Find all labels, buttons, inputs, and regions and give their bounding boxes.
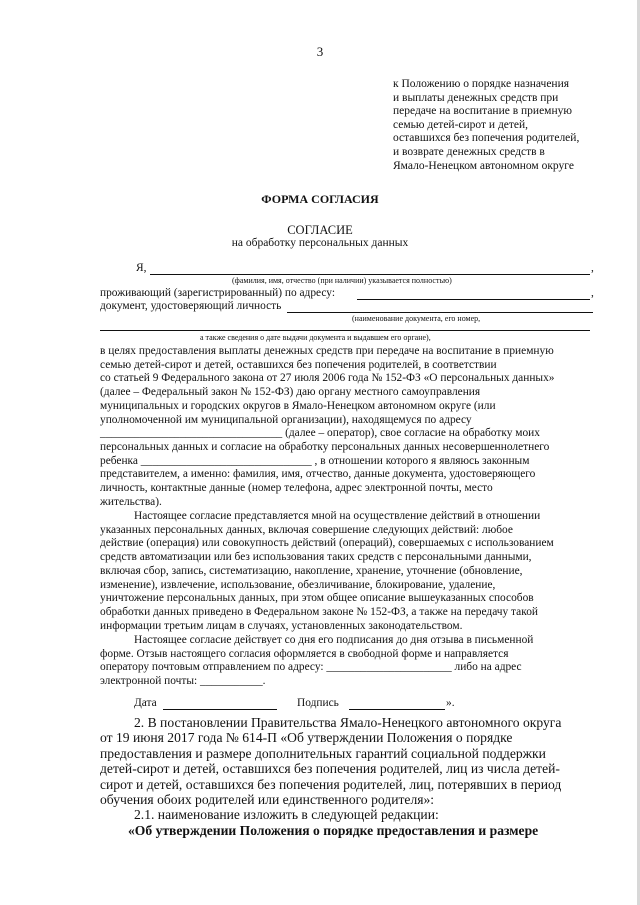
document-field[interactable]	[287, 312, 593, 313]
text-line: оператору почтовым отправлением по адресу: ______________________ либо на адрес	[100, 661, 522, 674]
page-number: 3	[316, 44, 324, 59]
signature-label: Подпись	[297, 697, 339, 709]
appendix-line: и возврате денежных средств в	[393, 145, 545, 158]
text-line: семью детей-сирот и детей, оставшихся без попечения родителей, в соответствии	[100, 358, 497, 371]
form-title: ФОРМА СОГЛАСИЯ	[261, 192, 379, 206]
text-line: действие (операция) или совокупность действий (операций), совершаемых с использованием	[100, 537, 554, 550]
text-line: электронной почты: ___________.	[100, 675, 266, 688]
consent-subtitle: на обработку персональных данных	[231, 237, 409, 249]
date-label: Дата	[134, 697, 157, 709]
ya-label: Я,	[136, 262, 147, 274]
document-details-field[interactable]	[100, 330, 590, 331]
text-line: обучения обоих родителей или единственного родителя»:	[100, 792, 435, 808]
text-line: в целях предоставления выплаты денежных средств при передаче на воспитание в приемную	[100, 345, 554, 357]
text-line: Настоящее согласие представляется мной на осуществление действий в отношении	[134, 510, 541, 522]
appendix-line: семью детей-сирот и детей,	[393, 118, 529, 131]
address-end: ,	[591, 287, 594, 299]
text-line: обработки данных приведено в Федеральном законе № 152-ФЗ, а также на передачу такой	[100, 605, 538, 618]
signature-end: ».	[446, 697, 455, 709]
text-line: форме. Отзыв настоящего согласия оформляется в свободной форме и направляется	[100, 647, 509, 660]
document-caption: (наименование документа, его номер,	[352, 314, 481, 323]
text-line: муниципальных и городских округов в Ямало-Ненецком автономном округе (или	[100, 399, 496, 412]
text-line: персональных данных и согласие на обработку персональных данных несовершеннолетнего	[100, 440, 550, 453]
clause-2-1-new-title: «Об утверждении Положения о порядке предоставления и размере	[128, 822, 539, 838]
appendix-line: передаче на воспитание в приемную	[393, 105, 572, 118]
text-line: уничтожение персональных данных, при этом общее описание вышеуказанных способов	[100, 592, 534, 605]
clause-2	[100, 715, 596, 838]
fio-field[interactable]	[150, 274, 590, 275]
text-line: уполномоченной им муниципальной организации), находящемуся по адресу	[100, 413, 472, 426]
appendix-line: к Положению о порядке назначения	[393, 78, 570, 90]
ya-end: ,	[591, 262, 594, 274]
text-line: представителем, а именно: фамилия, имя, отчество, данные документа, удостоверяющего	[100, 468, 536, 481]
clause-2-1: 2.1. наименование изложить в следующей редакции:	[134, 807, 439, 823]
fio-caption: (фамилия, имя, отчество (при наличии) указывается полностью)	[232, 276, 452, 285]
signature-field[interactable]	[349, 709, 445, 710]
text-line: от 19 июня 2017 года № 614-П «Об утверждении Положения о порядке	[100, 730, 513, 746]
text-line: Настоящее согласие действует со дня его подписания до дня отзыва в письменной	[134, 634, 534, 646]
consent-title: СОГЛАСИЕ	[287, 223, 353, 237]
document-label: документ, удостоверяющий личность	[100, 300, 282, 312]
text-line: указанных персональных данных, включая совершение следующих действий: любое	[100, 523, 513, 536]
text-line: со статьей 9 Федерального закона от 27 июля 2006 года № 152-ФЗ «О персональных данных»	[100, 372, 555, 385]
text-line: сирот и детей, оставшихся без попечения родителей, лиц, потерявших в период	[100, 776, 562, 792]
consent-paragraph-2	[100, 510, 596, 633]
address-label: проживающий (зарегистрированный) по адресу:	[100, 287, 335, 299]
text-line: детей-сирот и детей, оставшихся без попечения родителей, лиц из числа детей-	[100, 761, 560, 777]
appendix-line: и выплаты денежных средств при	[393, 91, 559, 104]
appendix-reference	[393, 78, 613, 173]
appendix-line: Ямало-Ненецком автономном округе	[393, 159, 574, 172]
text-line: ________________________________ (далее – оператор), свое согласие на обработку моих	[100, 427, 540, 440]
text-line: информации третьим лицам в случаях, установленных законодательством.	[100, 619, 463, 632]
text-line: 2. В постановлении Правительства Ямало-Ненецкого автономного округа	[134, 715, 562, 730]
address-field[interactable]	[357, 299, 590, 300]
text-line: средств автоматизации или без использования таких средств с персональными данными,	[100, 551, 532, 564]
text-line: (далее – Федеральный закон № 152-ФЗ) даю органу местного самоуправления	[100, 386, 481, 399]
text-line: жительства).	[100, 495, 162, 508]
text-line: включая сбор, запись, систематизацию, накопление, хранение, уточнение (обновление,	[100, 564, 523, 577]
text-line: изменение), извлечение, использование, обезличивание, блокирование, удаление,	[100, 578, 496, 591]
text-line: предоставления и размере дополнительных гарантий социальной поддержки	[100, 745, 546, 761]
consent-paragraph-1	[100, 345, 596, 509]
date-field[interactable]	[163, 709, 277, 710]
text-line: личность, контактные данные (номер телефона, адрес электронной почты, место	[100, 482, 493, 495]
consent-paragraph-3	[100, 634, 596, 689]
appendix-line: оставшихся без попечения родителей,	[393, 132, 580, 145]
text-line: ребенка ______________________________ , в отношении которого я являюсь законным	[100, 454, 530, 467]
issue-caption: а также сведения о дате выдачи документа и выдавшем его органе),	[200, 333, 431, 342]
